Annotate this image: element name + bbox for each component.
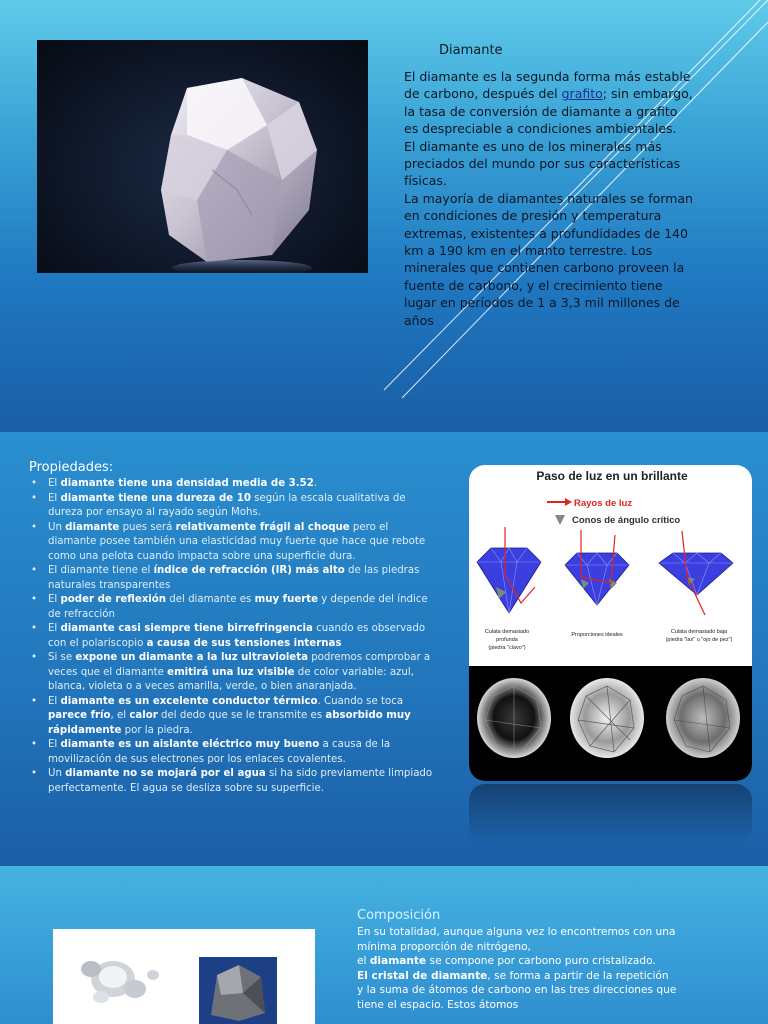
label-deep-1: Culata demasiado xyxy=(484,629,530,635)
slide-title: Diamante xyxy=(439,43,503,58)
property-text: y depende del índice de refracción xyxy=(48,594,428,620)
property-bold-text: calor xyxy=(129,710,158,721)
property-bold-text: expone un diamante a la luz ultravioleta xyxy=(75,652,308,663)
property-text: podremos comprobar a veces que el diamante xyxy=(48,652,431,678)
legend-ray-arrow-icon xyxy=(565,498,572,506)
property-item xyxy=(29,477,437,492)
composition-text: En su totalidad, aunque alguna vez lo encontremos con una mínima proporción de nitrógeno, xyxy=(357,926,676,953)
property-text: a causa de la movilización de sus electrones por los enlaces covalentes. xyxy=(48,739,391,765)
property-text: de las piedras naturales transparentes xyxy=(48,565,420,591)
property-item xyxy=(29,593,437,622)
composition-bold-text: diamante xyxy=(369,955,427,968)
composition-text: se compone por carbono puro cristalizado. xyxy=(426,955,656,968)
property-item xyxy=(29,521,437,565)
property-text: El diamante tiene el xyxy=(48,565,154,576)
property-text: . xyxy=(313,478,318,489)
composition-text: , se forma a partir de la repetición y la suma de átomos de carbono en las tres direcciones que tiene el espacio. Estos átomos xyxy=(357,969,677,1011)
grafito-link[interactable]: grafito xyxy=(561,86,603,102)
property-text: Un xyxy=(48,768,66,779)
label-shallow-2: (piedra "lax" u "ojo de pez") xyxy=(665,637,733,643)
slide-diamante xyxy=(0,0,768,432)
property-bold-text: parece frío xyxy=(48,710,111,721)
label-shallow-1: Culata demasiado baja xyxy=(670,629,728,635)
property-text: del dedo que se le transmite es xyxy=(157,710,326,721)
property-text: El xyxy=(48,695,61,707)
property-text: del diamante es xyxy=(166,594,255,605)
property-bold-text: diamante tiene una dureza de 10 xyxy=(60,492,251,504)
paragraph-1-end: ; sin embargo, la tasa de conversión de diamante a grafito es despreciable a condiciones ambientales. xyxy=(404,86,693,137)
property-text: según la escala cualitativa de dureza por ensayo al rayado según Mohs. xyxy=(48,492,406,518)
property-bold-text: muy fuerte xyxy=(254,594,319,605)
paragraph-2: El diamante es uno de los minerales más preciados del mundo por sus características físicas. xyxy=(404,138,681,189)
slide-composicion xyxy=(0,866,768,1024)
property-text: El xyxy=(48,478,61,489)
property-text: Si se xyxy=(48,652,76,663)
property-text: de color variable: azul, blanca, violeta o a veces amarilla, verde, o bien anaranjada. xyxy=(48,666,414,692)
label-deep-2: profunda xyxy=(496,637,518,643)
property-text: pues será xyxy=(119,521,176,533)
gem-shallow xyxy=(659,531,733,615)
property-item xyxy=(29,651,437,695)
property-bold-text: diamante tiene una densidad media de 3.52 xyxy=(60,478,314,489)
legend-rays-label: Rayos de luz xyxy=(574,498,633,509)
composition-text: el xyxy=(357,955,370,968)
property-bold-text: emitirá una luz visible xyxy=(167,666,295,678)
property-text: cuando es observado con el polariscopio xyxy=(48,623,426,649)
property-text: El xyxy=(48,739,61,750)
property-text: , el xyxy=(110,710,130,721)
property-text: El xyxy=(48,594,61,605)
composition-paragraph xyxy=(357,954,677,969)
property-bold-text: poder de reflexión xyxy=(60,594,167,605)
property-item xyxy=(29,492,437,521)
property-bold-text: absorbido muy rápidamente xyxy=(48,710,411,736)
legend-cone-icon xyxy=(555,515,565,525)
legend-cones-label: Conos de ángulo crítico xyxy=(572,515,681,526)
property-bold-text: diamante casi siempre tiene birrefringencia xyxy=(60,623,313,634)
card-reflection xyxy=(469,784,752,844)
property-bold-text: relativamente frágil al choque xyxy=(175,521,350,533)
property-item xyxy=(29,767,437,796)
property-text: El xyxy=(48,492,61,504)
light-path-diagram xyxy=(469,465,752,781)
property-text: pero el diamante posee también una elasticidad muy fuerte que hace que rebote como una pelota cuando impacta sobre una superficie dura. xyxy=(48,521,426,562)
section-title: Propiedades: xyxy=(29,460,114,475)
label-deep-3: (piedra "clavo") xyxy=(488,645,526,651)
property-text: El xyxy=(48,623,61,634)
property-text: Un xyxy=(48,521,66,533)
property-item xyxy=(29,622,437,651)
diamante-description xyxy=(404,68,694,329)
paragraph-1 xyxy=(404,68,694,138)
property-bold-text: diamante es un aislante eléctrico muy bueno xyxy=(60,739,320,750)
property-bold-text: diamante xyxy=(65,521,120,533)
graphite-crystal-photo xyxy=(199,957,277,1024)
cut-diamond-photos xyxy=(469,666,752,781)
property-text: . Cuando se toca xyxy=(317,695,404,707)
property-bold-text: diamante no se mojará por el agua xyxy=(65,768,266,779)
property-bold-text: índice de refracción (IR) más alto xyxy=(153,565,345,576)
diagram-title: Paso de luz en un brillante xyxy=(536,469,688,483)
label-ideal: Proporciones ideales xyxy=(571,632,623,638)
gem-deep xyxy=(477,527,541,613)
property-bold-text: diamante es un excelente conductor térmico xyxy=(60,695,318,707)
raw-diamond-photo xyxy=(37,40,368,273)
composition-text xyxy=(357,925,677,1013)
property-bold-text: a causa de sus tensiones internas xyxy=(146,637,342,649)
composition-paragraph xyxy=(357,969,677,1013)
paragraph-1-start: El diamante es la segunda forma más estable de carbono, después del xyxy=(404,69,691,102)
property-text: si ha sido previamente limpiado perfectamente. El agua se desliza sobre su superficie. xyxy=(48,768,433,794)
property-item xyxy=(29,564,437,593)
composition-bold-text: El cristal de diamante xyxy=(357,969,488,982)
property-item xyxy=(29,695,437,739)
paragraph-3: La mayoría de diamantes naturales se forman en condiciones de presión y temperatura extremas, existentes a profundidades de 140 km a 190 km en el manto terrestre. Los minerales que contienen carbono proveen la fuente de carbono, y el crecimiento tiene lugar en períodos de 1 a 3,3 mil millones de años xyxy=(404,190,693,328)
slide-propiedades xyxy=(0,432,768,866)
properties-list xyxy=(29,477,437,796)
composition-paragraph xyxy=(357,925,677,954)
section-title: Composición xyxy=(357,908,441,923)
light-path-svg xyxy=(469,465,752,666)
gem-ideal xyxy=(565,530,629,605)
property-item xyxy=(29,738,437,767)
property-text: por la piedra. xyxy=(121,724,193,736)
